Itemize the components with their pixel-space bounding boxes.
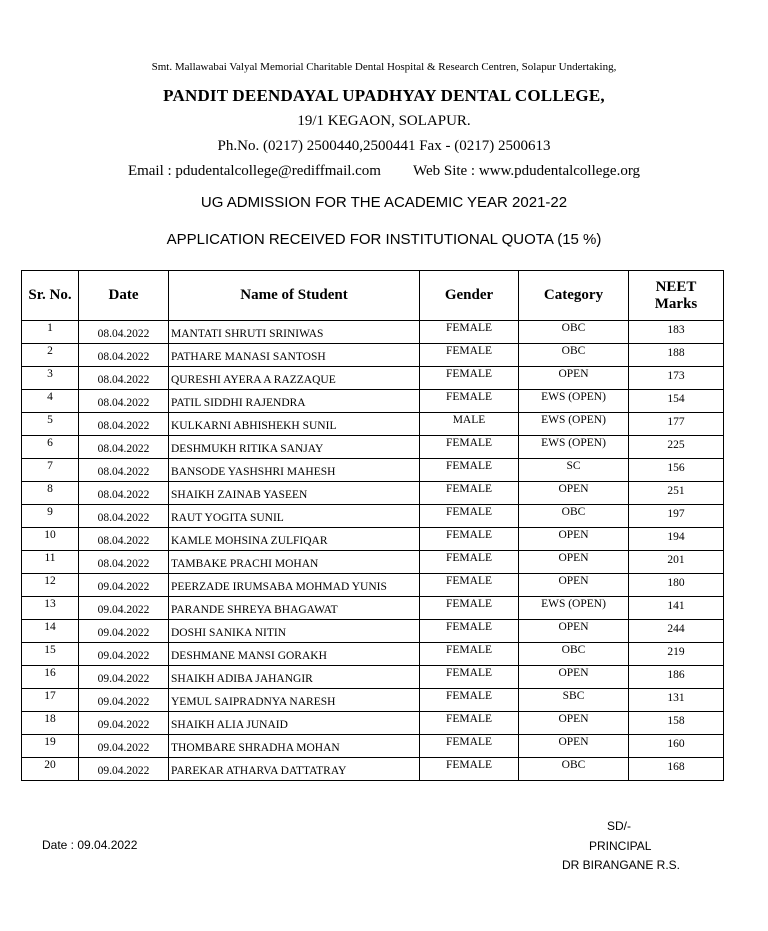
- cell-category: [519, 620, 629, 643]
- cell-gender: [420, 712, 519, 735]
- cell-student-name-text: TAMBAKE PRACHI MOHAN: [171, 558, 319, 570]
- cell-category: [519, 666, 629, 689]
- cell-neet-marks-text: 168: [667, 761, 685, 773]
- cell-student-name-text: KAMLE MOHSINA ZULFIQAR: [171, 535, 328, 547]
- cell-neet-marks: [629, 482, 724, 505]
- cell-student-name: [169, 413, 420, 436]
- cell-neet-marks: [629, 712, 724, 735]
- principal-name: DR BIRANGANE R.S.: [562, 858, 681, 872]
- cell-date: [79, 735, 169, 758]
- table-row: [22, 689, 724, 712]
- cell-date-text: 09.04.2022: [97, 696, 150, 708]
- cell-student-name: [169, 551, 420, 574]
- cell-student-name-text: PATIL SIDDHI RAJENDRA: [171, 397, 306, 409]
- col-header-category: Category: [519, 271, 629, 321]
- cell-sr-no-text: 6: [47, 437, 53, 449]
- cell-gender-text: FEMALE: [446, 506, 492, 518]
- table-row: [22, 482, 724, 505]
- table-row: [22, 758, 724, 781]
- cell-gender-text: FEMALE: [446, 759, 492, 771]
- cell-category-text: OPEN: [558, 368, 589, 380]
- col-header-gender: Gender: [420, 271, 519, 321]
- cell-sr-no: [22, 390, 79, 413]
- table-row: [22, 505, 724, 528]
- cell-sr-no: [22, 505, 79, 528]
- cell-student-name-text: PARANDE SHREYA BHAGAWAT: [171, 604, 338, 616]
- cell-neet-marks-text: 160: [667, 738, 685, 750]
- cell-category: [519, 712, 629, 735]
- cell-sr-no: [22, 436, 79, 459]
- cell-category: [519, 367, 629, 390]
- cell-neet-marks: [629, 390, 724, 413]
- cell-sr-no: [22, 482, 79, 505]
- cell-student-name-text: DESHMUKH RITIKA SANJAY: [171, 443, 324, 455]
- cell-date: [79, 367, 169, 390]
- cell-student-name-text: YEMUL SAIPRADNYA NARESH: [171, 696, 336, 708]
- cell-gender-text: FEMALE: [446, 667, 492, 679]
- cell-date-text: 08.04.2022: [97, 535, 150, 547]
- cell-student-name-text: SHAIKH ALIA JUNAID: [171, 719, 288, 731]
- cell-neet-marks: [629, 459, 724, 482]
- cell-category-text: OPEN: [558, 736, 589, 748]
- cell-sr-no-text: 12: [44, 575, 56, 587]
- cell-gender: [420, 459, 519, 482]
- cell-date-text: 09.04.2022: [97, 742, 150, 754]
- cell-sr-no: [22, 551, 79, 574]
- cell-sr-no-text: 4: [47, 391, 53, 403]
- college-name: PANDIT DEENDAYAL UPADHYAY DENTAL COLLEGE,: [163, 86, 605, 105]
- cell-sr-no-text: 3: [47, 368, 53, 380]
- cell-date-text: 08.04.2022: [97, 512, 150, 524]
- table-row: [22, 436, 724, 459]
- cell-student-name: [169, 436, 420, 459]
- cell-category: [519, 758, 629, 781]
- college-phone: Ph.No. (0217) 2500440,2500441 Fax - (0217) 2500613: [217, 138, 551, 154]
- cell-category-text: OBC: [561, 322, 586, 334]
- table-row: [22, 413, 724, 436]
- cell-date: [79, 321, 169, 344]
- cell-neet-marks: [629, 413, 724, 436]
- cell-student-name: [169, 528, 420, 551]
- cell-category-text: OBC: [561, 345, 586, 357]
- cell-date-text: 09.04.2022: [97, 673, 150, 685]
- college-address: 19/1 KEGAON, SOLAPUR.: [297, 113, 471, 129]
- table-row: [22, 528, 724, 551]
- cell-date: [79, 436, 169, 459]
- cell-category-text: EWS (OPEN): [541, 391, 606, 403]
- cell-sr-no: [22, 735, 79, 758]
- cell-gender-text: FEMALE: [446, 736, 492, 748]
- cell-neet-marks-text: 180: [667, 577, 685, 589]
- cell-date-text: 09.04.2022: [97, 719, 150, 731]
- cell-gender: [420, 436, 519, 459]
- table-row: [22, 597, 724, 620]
- cell-neet-marks: [629, 551, 724, 574]
- cell-neet-marks-text: 244: [667, 623, 685, 635]
- cell-date: [79, 459, 169, 482]
- cell-category: [519, 574, 629, 597]
- cell-gender: [420, 597, 519, 620]
- cell-student-name: [169, 505, 420, 528]
- cell-gender: [420, 666, 519, 689]
- cell-sr-no-text: 8: [47, 483, 53, 495]
- cell-date: [79, 712, 169, 735]
- cell-sr-no-text: 16: [44, 667, 56, 679]
- cell-neet-marks-text: 197: [667, 508, 685, 520]
- cell-sr-no: [22, 758, 79, 781]
- cell-sr-no: [22, 344, 79, 367]
- cell-category-text: EWS (OPEN): [541, 414, 606, 426]
- cell-gender: [420, 505, 519, 528]
- cell-student-name: [169, 574, 420, 597]
- cell-student-name: [169, 321, 420, 344]
- issue-date: Date : 09.04.2022: [42, 838, 138, 852]
- cell-category-text: EWS (OPEN): [541, 437, 606, 449]
- cell-category: [519, 643, 629, 666]
- table-row: [22, 367, 724, 390]
- cell-category: [519, 413, 629, 436]
- table-row: [22, 735, 724, 758]
- document-subtitle: APPLICATION RECEIVED FOR INSTITUTIONAL QUOTA (15 %): [166, 231, 602, 248]
- undertaking-line: Smt. Mallawabai Valyal Memorial Charitable Dental Hospital & Research Centren, Solapur Undertaking,: [151, 61, 617, 73]
- cell-category-text: SBC: [562, 690, 585, 702]
- cell-neet-marks-text: 156: [667, 462, 685, 474]
- cell-gender: [420, 344, 519, 367]
- cell-student-name: [169, 367, 420, 390]
- cell-sr-no-text: 5: [47, 414, 53, 426]
- cell-student-name-text: RAUT YOGITA SUNIL: [171, 512, 284, 524]
- applications-table: [21, 270, 724, 781]
- cell-sr-no: [22, 528, 79, 551]
- cell-date: [79, 666, 169, 689]
- cell-student-name: [169, 344, 420, 367]
- cell-student-name-text: BANSODE YASHSHRI MAHESH: [171, 466, 336, 478]
- cell-category-text: OBC: [561, 506, 586, 518]
- cell-sr-no: [22, 574, 79, 597]
- cell-student-name: [169, 712, 420, 735]
- cell-sr-no: [22, 367, 79, 390]
- cell-category: [519, 528, 629, 551]
- cell-sr-no: [22, 597, 79, 620]
- table-header-row: [22, 271, 724, 321]
- cell-date: [79, 597, 169, 620]
- cell-neet-marks: [629, 367, 724, 390]
- document-title: UG ADMISSION FOR THE ACADEMIC YEAR 2021-22: [200, 194, 568, 211]
- cell-gender-text: FEMALE: [446, 460, 492, 472]
- cell-sr-no: [22, 666, 79, 689]
- table-row: [22, 344, 724, 367]
- cell-neet-marks-text: 251: [667, 485, 685, 497]
- cell-category-text: OPEN: [558, 529, 589, 541]
- cell-sr-no: [22, 413, 79, 436]
- cell-student-name-text: KULKARNI ABHISHEKH SUNIL: [171, 420, 337, 432]
- cell-student-name: [169, 735, 420, 758]
- cell-sr-no: [22, 321, 79, 344]
- cell-neet-marks-text: 173: [667, 370, 685, 382]
- cell-student-name: [169, 459, 420, 482]
- cell-student-name-text: PAREKAR ATHARVA DATTATRAY: [171, 765, 347, 777]
- cell-category-text: OBC: [561, 759, 586, 771]
- cell-gender: [420, 528, 519, 551]
- cell-date: [79, 390, 169, 413]
- cell-date: [79, 505, 169, 528]
- cell-date-text: 08.04.2022: [97, 558, 150, 570]
- cell-student-name-text: SHAIKH ADIBA JAHANGIR: [171, 673, 313, 685]
- table-row: [22, 321, 724, 344]
- cell-gender-text: FEMALE: [446, 437, 492, 449]
- cell-date: [79, 413, 169, 436]
- col-header-name: Name of Student: [169, 271, 420, 321]
- table-row: [22, 666, 724, 689]
- cell-gender: [420, 482, 519, 505]
- cell-neet-marks-text: 183: [667, 324, 685, 336]
- cell-category: [519, 735, 629, 758]
- cell-category: [519, 436, 629, 459]
- cell-category-text: OPEN: [558, 483, 589, 495]
- cell-student-name-text: PATHARE MANASI SANTOSH: [171, 351, 326, 363]
- cell-date-text: 08.04.2022: [97, 466, 150, 478]
- contact-line: [0, 163, 768, 180]
- cell-neet-marks: [629, 689, 724, 712]
- cell-date: [79, 758, 169, 781]
- cell-category: [519, 482, 629, 505]
- cell-category: [519, 551, 629, 574]
- cell-neet-marks-text: 154: [667, 393, 685, 405]
- cell-sr-no-text: 17: [44, 690, 56, 702]
- cell-neet-marks-text: 158: [667, 715, 685, 727]
- cell-sr-no-text: 2: [47, 345, 53, 357]
- cell-neet-marks: [629, 505, 724, 528]
- cell-category-text: OPEN: [558, 667, 589, 679]
- cell-student-name-text: DESHMANE MANSI GORAKH: [171, 650, 327, 662]
- cell-student-name-text: QURESHI AYERA A RAZZAQUE: [171, 374, 336, 386]
- table-row: [22, 574, 724, 597]
- cell-category: [519, 597, 629, 620]
- cell-neet-marks: [629, 344, 724, 367]
- cell-student-name: [169, 643, 420, 666]
- cell-neet-marks: [629, 758, 724, 781]
- cell-date-text: 09.04.2022: [97, 765, 150, 777]
- cell-neet-marks-text: 177: [667, 416, 685, 428]
- cell-category: [519, 390, 629, 413]
- cell-category-text: OPEN: [558, 621, 589, 633]
- cell-gender-text: FEMALE: [446, 598, 492, 610]
- cell-category: [519, 689, 629, 712]
- cell-sr-no-text: 9: [47, 506, 53, 518]
- cell-date-text: 08.04.2022: [97, 420, 150, 432]
- cell-gender: [420, 413, 519, 436]
- cell-date-text: 09.04.2022: [97, 627, 150, 639]
- cell-neet-marks-text: 141: [667, 600, 685, 612]
- cell-student-name: [169, 390, 420, 413]
- cell-category-text: OPEN: [558, 575, 589, 587]
- cell-neet-marks-text: 201: [667, 554, 685, 566]
- cell-gender: [420, 390, 519, 413]
- signature-sd: SD/-: [607, 819, 631, 833]
- cell-neet-marks: [629, 597, 724, 620]
- cell-neet-marks-text: 131: [667, 692, 685, 704]
- cell-gender-text: FEMALE: [446, 690, 492, 702]
- cell-sr-no-text: 19: [44, 736, 56, 748]
- cell-date-text: 09.04.2022: [97, 581, 150, 593]
- principal-designation: PRINCIPAL: [589, 839, 652, 853]
- cell-sr-no-text: 7: [47, 460, 53, 472]
- cell-sr-no: [22, 620, 79, 643]
- cell-gender-text: FEMALE: [446, 713, 492, 725]
- cell-student-name: [169, 597, 420, 620]
- cell-date: [79, 689, 169, 712]
- cell-date: [79, 528, 169, 551]
- college-email: Email : pdudentalcollege@rediffmail.com: [127, 163, 381, 179]
- cell-category-text: SC: [566, 460, 581, 472]
- cell-neet-marks: [629, 620, 724, 643]
- cell-date-text: 09.04.2022: [97, 650, 150, 662]
- table-row: [22, 620, 724, 643]
- cell-student-name: [169, 620, 420, 643]
- cell-gender-text: FEMALE: [446, 529, 492, 541]
- cell-gender: [420, 643, 519, 666]
- cell-gender-text: FEMALE: [446, 345, 492, 357]
- col-header-date: Date: [79, 271, 169, 321]
- cell-gender-text: FEMALE: [446, 322, 492, 334]
- cell-neet-marks: [629, 528, 724, 551]
- cell-student-name: [169, 482, 420, 505]
- cell-date-text: 08.04.2022: [97, 328, 150, 340]
- cell-gender: [420, 574, 519, 597]
- cell-category: [519, 321, 629, 344]
- cell-sr-no: [22, 689, 79, 712]
- cell-sr-no-text: 10: [44, 529, 56, 541]
- cell-date: [79, 482, 169, 505]
- cell-sr-no: [22, 459, 79, 482]
- cell-sr-no-text: 15: [44, 644, 56, 656]
- cell-gender: [420, 367, 519, 390]
- cell-gender: [420, 321, 519, 344]
- table-row: [22, 712, 724, 735]
- cell-gender: [420, 689, 519, 712]
- cell-neet-marks-text: 186: [667, 669, 685, 681]
- cell-neet-marks: [629, 666, 724, 689]
- cell-date-text: 09.04.2022: [97, 604, 150, 616]
- cell-date-text: 08.04.2022: [97, 443, 150, 455]
- cell-date: [79, 344, 169, 367]
- cell-category-text: OPEN: [558, 713, 589, 725]
- cell-neet-marks-text: 194: [667, 531, 685, 543]
- cell-gender-text: FEMALE: [446, 552, 492, 564]
- cell-sr-no-text: 11: [44, 552, 56, 564]
- cell-gender-text: FEMALE: [446, 621, 492, 633]
- cell-gender-text: MALE: [452, 414, 486, 426]
- cell-sr-no-text: 13: [44, 598, 56, 610]
- cell-student-name: [169, 666, 420, 689]
- cell-neet-marks: [629, 643, 724, 666]
- cell-student-name: [169, 689, 420, 712]
- cell-date-text: 08.04.2022: [97, 351, 150, 363]
- cell-sr-no: [22, 712, 79, 735]
- cell-category: [519, 505, 629, 528]
- cell-date: [79, 574, 169, 597]
- cell-gender-text: FEMALE: [446, 483, 492, 495]
- cell-date-text: 08.04.2022: [97, 397, 150, 409]
- cell-gender: [420, 620, 519, 643]
- cell-date: [79, 620, 169, 643]
- cell-neet-marks-text: 188: [667, 347, 685, 359]
- cell-date: [79, 643, 169, 666]
- cell-neet-marks: [629, 436, 724, 459]
- cell-date: [79, 551, 169, 574]
- table-row: [22, 643, 724, 666]
- cell-category: [519, 344, 629, 367]
- cell-neet-marks: [629, 321, 724, 344]
- cell-gender-text: FEMALE: [446, 644, 492, 656]
- cell-neet-marks-text: 219: [667, 646, 685, 658]
- cell-category-text: EWS (OPEN): [541, 598, 606, 610]
- college-website: Web Site : www.pdudentalcollege.org: [412, 163, 641, 179]
- col-header-neet-marks: NEET Marks: [629, 271, 724, 321]
- cell-sr-no-text: 18: [44, 713, 56, 725]
- cell-student-name-text: SHAIKH ZAINAB YASEEN: [171, 489, 308, 501]
- cell-gender-text: FEMALE: [446, 575, 492, 587]
- table-row: [22, 390, 724, 413]
- cell-category-text: OBC: [561, 644, 586, 656]
- cell-neet-marks: [629, 574, 724, 597]
- cell-gender: [420, 735, 519, 758]
- cell-date-text: 08.04.2022: [97, 489, 150, 501]
- cell-student-name-text: MANTATI SHRUTI SRINIWAS: [171, 328, 324, 340]
- cell-sr-no-text: 1: [47, 322, 53, 334]
- table-row: [22, 551, 724, 574]
- cell-date-text: 08.04.2022: [97, 374, 150, 386]
- cell-gender: [420, 758, 519, 781]
- cell-student-name: [169, 758, 420, 781]
- cell-gender-text: FEMALE: [446, 368, 492, 380]
- cell-sr-no: [22, 643, 79, 666]
- cell-sr-no-text: 20: [44, 759, 56, 771]
- cell-gender-text: FEMALE: [446, 391, 492, 403]
- cell-gender: [420, 551, 519, 574]
- cell-category: [519, 459, 629, 482]
- table-row: [22, 459, 724, 482]
- col-header-sr-no: Sr. No.: [22, 271, 79, 321]
- cell-student-name-text: DOSHI SANIKA NITIN: [171, 627, 286, 639]
- cell-sr-no-text: 14: [44, 621, 56, 633]
- cell-student-name-text: THOMBARE SHRADHA MOHAN: [171, 742, 340, 754]
- cell-neet-marks: [629, 735, 724, 758]
- cell-category-text: OPEN: [558, 552, 589, 564]
- cell-neet-marks-text: 225: [667, 439, 685, 451]
- cell-student-name-text: PEERZADE IRUMSABA MOHMAD YUNIS: [171, 581, 387, 593]
